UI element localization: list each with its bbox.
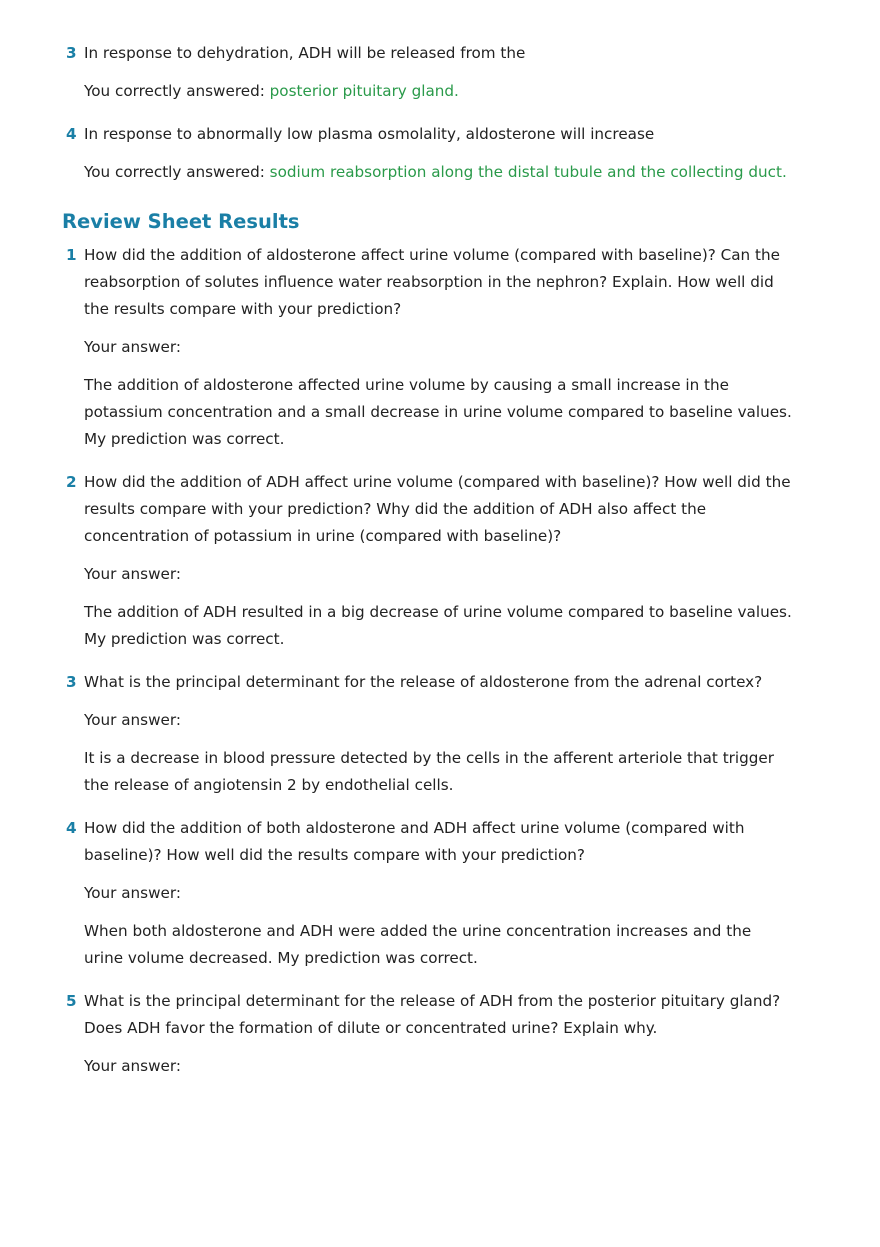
section-heading: Review Sheet Results bbox=[62, 210, 300, 233]
question-text bbox=[84, 815, 880, 869]
question-line: baseline)? How well did the results compare with your prediction? bbox=[84, 846, 585, 864]
answer-line: potassium concentration and a small decrease in urine volume compared to baseline values. bbox=[84, 403, 792, 421]
answer-label: Your answer: bbox=[84, 1057, 181, 1075]
answer-text bbox=[84, 372, 880, 453]
question-number: 4 bbox=[66, 125, 77, 143]
quiz-item bbox=[0, 121, 880, 186]
answer-line: the release of angiotensin 2 by endothelial cells. bbox=[84, 776, 454, 794]
answer-text bbox=[84, 918, 880, 972]
correct-answer: posterior pituitary gland. bbox=[269, 82, 459, 100]
answer-line: urine volume decreased. My prediction was correct. bbox=[84, 949, 478, 967]
question-number: 2 bbox=[66, 473, 77, 491]
question-number: 5 bbox=[66, 992, 77, 1010]
answer-prefix: You correctly answered: bbox=[84, 163, 265, 181]
answer-label: Your answer: bbox=[84, 565, 181, 583]
question-text: In response to dehydration, ADH will be released from the bbox=[84, 44, 526, 62]
answer-label: Your answer: bbox=[84, 338, 181, 356]
question-text bbox=[84, 669, 880, 696]
review-item bbox=[0, 669, 880, 799]
review-list bbox=[0, 242, 880, 1080]
answer-label: Your answer: bbox=[84, 884, 181, 902]
question-number: 3 bbox=[66, 673, 77, 691]
question-line: the results compare with your prediction? bbox=[84, 300, 402, 318]
answer-line bbox=[84, 159, 880, 186]
question-line: How did the addition of ADH affect urine volume (compared with baseline)? How well did the bbox=[84, 473, 791, 491]
answer-line: When both aldosterone and ADH were added the urine concentration increases and the bbox=[84, 922, 752, 940]
answer-text bbox=[84, 745, 880, 799]
question-text bbox=[84, 988, 880, 1042]
question-line: results compare with your prediction? Why did the addition of ADH also affect the bbox=[84, 500, 707, 518]
review-item bbox=[0, 815, 880, 972]
answer-line: It is a decrease in blood pressure detected by the cells in the afferent arteriole that trigger bbox=[84, 749, 774, 767]
question-number: 3 bbox=[66, 44, 77, 62]
question-line: reabsorption of solutes influence water reabsorption in the nephron? Explain. How well did bbox=[84, 273, 774, 291]
answer-line: My prediction was correct. bbox=[84, 630, 285, 648]
question-line: How did the addition of both aldosterone and ADH affect urine volume (compared with bbox=[84, 819, 745, 837]
question-line: How did the addition of aldosterone affect urine volume (compared with baseline)? Can the bbox=[84, 246, 780, 264]
question-line: What is the principal determinant for the release of ADH from the posterior pituitary gland? bbox=[84, 992, 781, 1010]
question-line: concentration of potassium in urine (compared with baseline)? bbox=[84, 527, 562, 545]
review-item bbox=[0, 469, 880, 653]
answer-line: The addition of aldosterone affected urine volume by causing a small increase in the bbox=[84, 376, 729, 394]
answer-line: My prediction was correct. bbox=[84, 430, 285, 448]
review-item bbox=[0, 988, 880, 1080]
question-line: Does ADH favor the formation of dilute or concentrated urine? Explain why. bbox=[84, 1019, 658, 1037]
question-text bbox=[84, 469, 880, 550]
answer-text bbox=[84, 599, 880, 653]
review-item bbox=[0, 242, 880, 453]
question-number: 1 bbox=[66, 246, 77, 264]
answer-prefix: You correctly answered: bbox=[84, 82, 265, 100]
correct-answer: sodium reabsorption along the distal tubule and the collecting duct. bbox=[269, 163, 787, 181]
question-text bbox=[84, 242, 880, 323]
answer-line bbox=[84, 78, 880, 105]
question-number: 4 bbox=[66, 819, 77, 837]
question-text: In response to abnormally low plasma osmolality, aldosterone will increase bbox=[84, 125, 655, 143]
answer-line: The addition of ADH resulted in a big decrease of urine volume compared to baseline values. bbox=[84, 603, 792, 621]
question-line: What is the principal determinant for the release of aldosterone from the adrenal cortex? bbox=[84, 673, 763, 691]
answer-label: Your answer: bbox=[84, 711, 181, 729]
quiz-item bbox=[0, 40, 880, 105]
